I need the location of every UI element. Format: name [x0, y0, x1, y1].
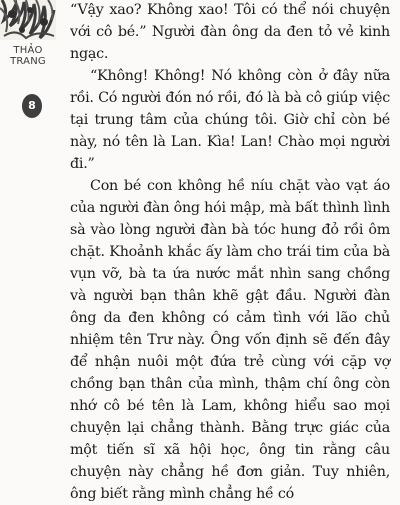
paragraph: “Không! Không! Nó không còn ở đây nữa rồi. Có người đón nó rồi, đó là bà cô giúp việc tại trung tâm của chúng tôi. Giờ chỉ còn bé này, nó tên là Lan. Kìa! Lan! Chào mọi người đi.”	[70, 68, 390, 172]
author-name-line2: TRANG	[10, 56, 46, 67]
paragraph: “Vậy xao? Không xao! Tôi có thể nói chuyện với cô bé.” Người đàn ông da đen tỏ vẻ kinh ngạc.	[70, 2, 390, 62]
decorative-floral-ornament-icon	[0, 0, 56, 40]
sidebar	[0, 0, 56, 400]
author-name	[2, 45, 54, 67]
page-number-badge: 8	[22, 94, 42, 118]
paragraph: Con bé con không hề níu chặt vào vạt áo của người đàn ông hói mập, mà bất thình lình sà vào lòng người đàn bà tóc hung đỏ rồi ôm chặt. Khoảnh khắc ấy làm cho trái tim của bà vụn vỡ, bà ta ứa nước mắt nhìn sang chồng và người bạn thân khẽ gật đầu. Người đàn ông da đen không có cảm tình với lão chủ nhiệm tên Trư này. Ông vốn định sẽ đến đây để nhận nuôi một đứa trẻ cùng với cặp vợ chồng bạn thân của mình, thậm chí ông còn nhớ cô bé tên là Lam, không hiểu sao mọi chuyện lại chẳng thành. Bằng trực giác của một tiến sĩ xã hội học, ông tin rằng câu chuyện này chẳng hề đơn giản. Tuy nhiên, ông biết rằng mình chẳng hề có	[70, 178, 390, 502]
book-text	[70, 0, 390, 505]
author-name-line1: THẢO	[13, 45, 43, 56]
